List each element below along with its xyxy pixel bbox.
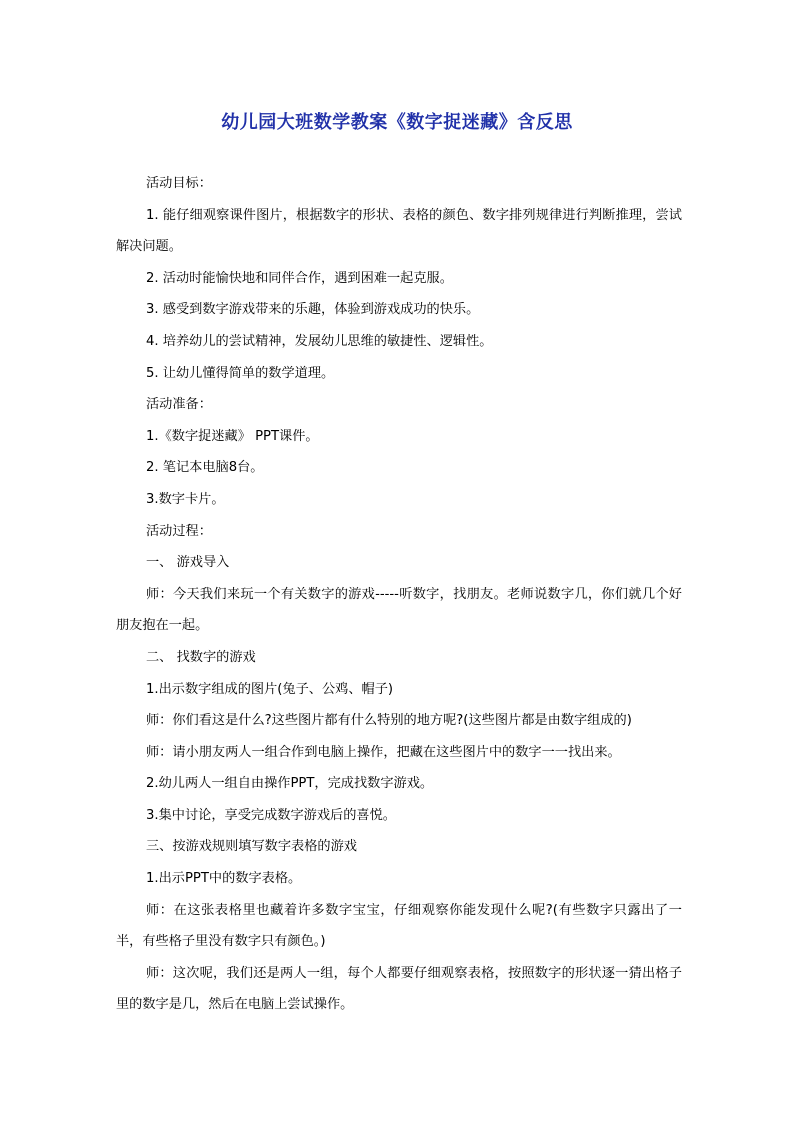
paragraph: 二、 找数字的游戏 (146, 649, 256, 665)
paragraph: 师：请小朋友两人一组合作到电脑上操作，把藏在这些图片中的数字一一找出来。 (146, 744, 621, 760)
paragraph: 师：今天我们来玩一个有关数字的游戏-----听数字，找朋友。老师说数字几，你们就几个好朋友抱在一起。 (116, 586, 682, 634)
paragraph: 1. 能仔细观察课件图片，根据数字的形状、表格的颜色、数字排列规律进行判断推理，尝试解决问题。 (116, 207, 682, 255)
paragraph: 3.集中讨论，享受完成数字游戏后的喜悦。 (146, 807, 396, 823)
paragraph: 师：这次呢，我们还是两人一组，每个人都要仔细观察表格，按照数字的形状逐一猜出格子里的数字是几，然后在电脑上尝试操作。 (116, 965, 682, 1013)
paragraph: 4. 培养幼儿的尝试精神，发展幼儿思维的敏捷性、逻辑性。 (146, 333, 493, 349)
paragraph: 师：在这张表格里也藏着许多数字宝宝，仔细观察你能发现什么呢?(有些数字只露出了一半，有些格子里没有数字只有颜色。) (116, 902, 682, 950)
paragraph: 2. 活动时能愉快地和同伴合作，遇到困难一起克服。 (146, 270, 453, 286)
paragraph: 2. 笔记本电脑8台。 (146, 460, 264, 476)
paragraph: 1.《数字捉迷藏》 PPT课件。 (146, 428, 319, 444)
paragraph: 活动准备： (146, 397, 212, 413)
paragraph: 3.数字卡片。 (146, 491, 225, 507)
paragraph: 5. 让幼儿懂得简单的数学道理。 (146, 365, 335, 381)
document-title: 幼儿园大班数学教案《数字捉迷藏》含反思 (221, 112, 573, 133)
paragraph: 2.幼儿两人一组自由操作PPT，完成找数字游戏。 (146, 776, 434, 792)
paragraph: 活动目标： (146, 176, 212, 191)
paragraph: 三、按游戏规则填写数字表格的游戏 (146, 839, 357, 855)
paragraph: 1.出示PPT中的数字表格。 (146, 871, 302, 887)
paragraph: 师：你们看这是什么?这些图片都有什么特别的地方呢?(这些图片都是由数字组成的) (146, 713, 632, 729)
paragraph: 活动过程： (146, 523, 212, 539)
paragraph: 一、 游戏导入 (146, 555, 230, 571)
paragraph: 3. 感受到数字游戏带来的乐趣，体验到游戏成功的快乐。 (146, 302, 480, 318)
paragraph: 1.出示数字组成的图片(兔子、公鸡、帽子) (146, 681, 394, 697)
document-body (116, 168, 682, 1021)
